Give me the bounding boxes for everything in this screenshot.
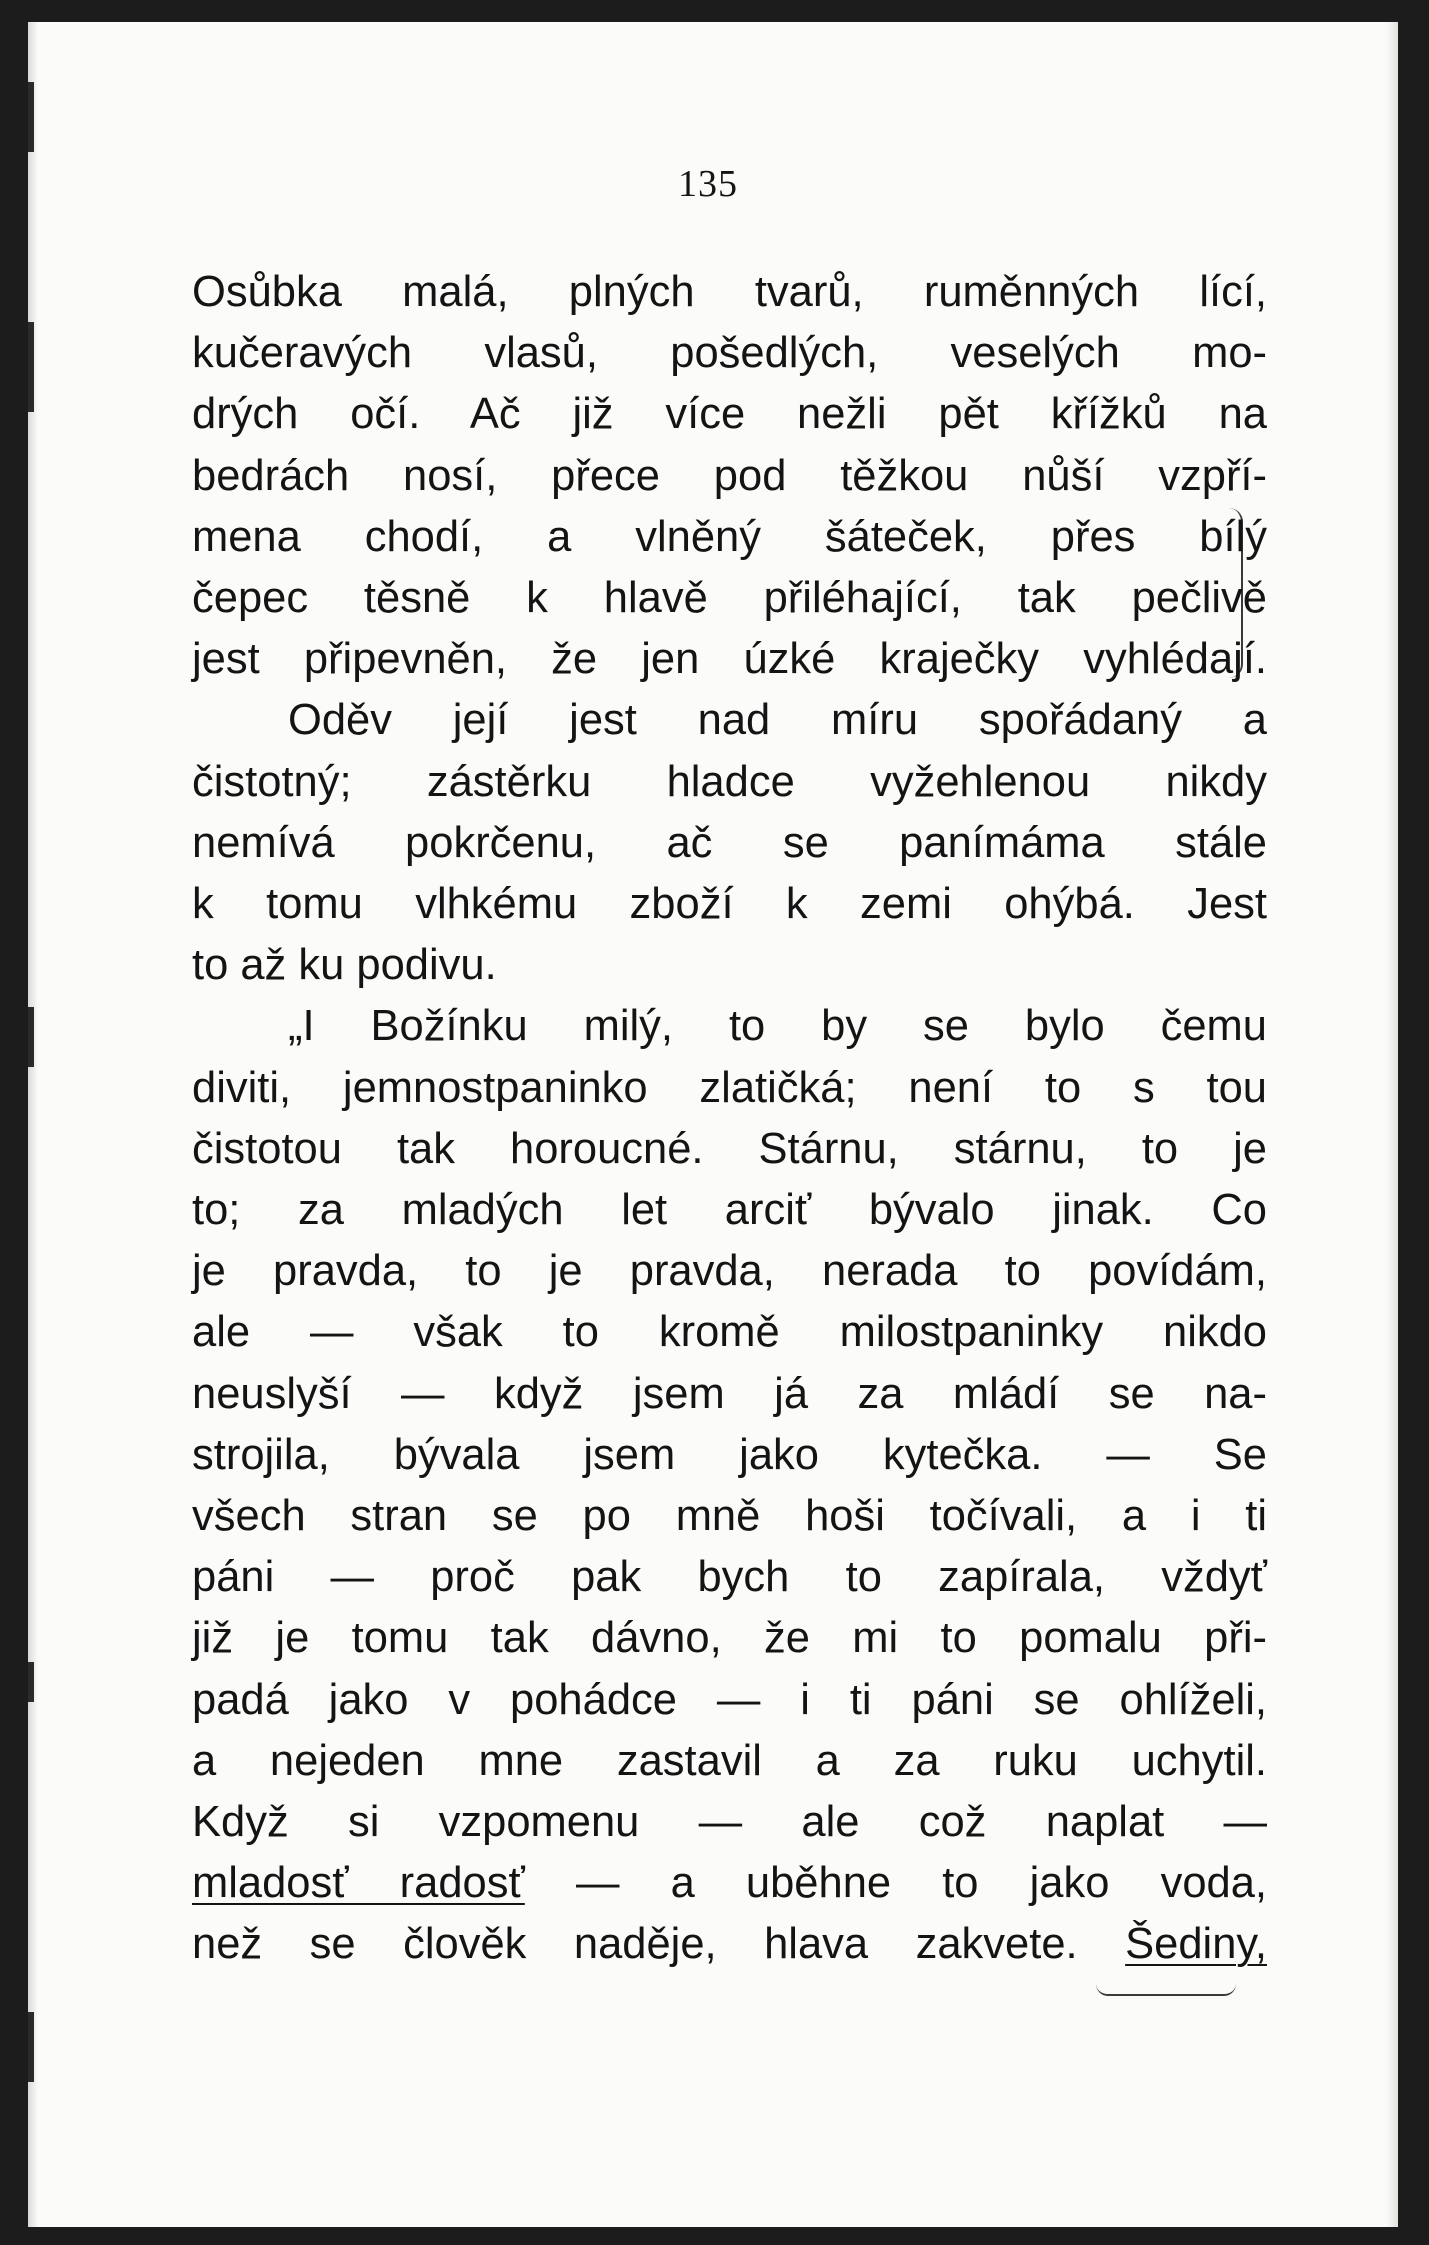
text-line: nemívá pokrčenu, ač se panímáma stále (192, 818, 1267, 867)
text-line: k tomu vlhkému zboží k zemi ohýbá. Jest (192, 880, 1267, 929)
text-line: čepec těsně k hlavě přiléhající, tak pečlivě (192, 574, 1267, 623)
body-text (192, 262, 1267, 1976)
text-line (192, 1914, 1267, 1975)
margin-mark (28, 2012, 34, 2082)
text-line: neuslyší — když jsem já za mládí se na- (192, 1369, 1267, 1418)
underlined-word: Šediny, (1125, 1920, 1267, 1969)
underlined-phrase: mladosť radosť (192, 1859, 525, 1908)
pencil-annotation-underline (1096, 1984, 1236, 1996)
page-number: 135 (678, 163, 738, 205)
paragraph-end-line: to až ku podivu. (192, 941, 497, 990)
text-line: kučeravých vlasů, pošedlých, veselých mo- (192, 329, 1267, 378)
margin-mark (28, 322, 34, 412)
page-edge-shadow (1386, 22, 1398, 2227)
text-line: je pravda, to je pravda, nerada to povídám, (192, 1247, 1267, 1296)
text-line (192, 1853, 1267, 1914)
book-page (28, 22, 1398, 2227)
text-line: to; za mladých let arciť bývalo jinak. Co (192, 1186, 1267, 1235)
paragraph-start-line: „I Božínku milý, to by se bylo čemu (288, 1002, 1267, 1051)
text-line: bedrách nosí, přece pod těžkou nůší vzpří- (192, 451, 1267, 500)
text-fragment: — a uběhne to jako voda, (524, 1859, 1267, 1908)
text-line: Když si vzpomenu — ale což naplat — (192, 1798, 1267, 1847)
text-line: všech stran se po mně hoši točívali, a i ti (192, 1492, 1267, 1541)
margin-mark (28, 1662, 34, 1702)
text-line: čistotný; zástěrku hladce vyžehlenou nikdy (192, 757, 1267, 806)
text-line: jest připevněn, že jen úzké kraječky vyhlédají. (192, 635, 1267, 684)
text-line: již je tomu tak dávno, že mi to pomalu při- (192, 1614, 1267, 1663)
text-line: ale — však to kromě milostpaninky nikdo (192, 1308, 1267, 1357)
text-line: padá jako v pohádce — i ti páni se ohlíželi, (192, 1675, 1267, 1724)
text-fragment: než se člověk naděje, hlava zakvete. (192, 1920, 1126, 1969)
text-line: a nejeden mne zastavil a za ruku uchytil. (192, 1736, 1267, 1785)
text-line: mena chodí, a vlněný šáteček, přes bílý (192, 512, 1267, 561)
margin-mark (28, 1007, 34, 1067)
text-line: čistotou tak horoucné. Stárnu, stárnu, to je (192, 1124, 1267, 1173)
text-line: páni — proč pak bych to zapírala, vždyť (192, 1553, 1267, 1602)
text-line: Osůbka malá, plných tvarů, ruměnných lící, (192, 268, 1267, 316)
margin-mark (28, 82, 34, 152)
paragraph-start-line: Oděv její jest nad míru spořádaný a (288, 696, 1267, 745)
text-line: strojila, bývala jsem jako kytečka. — Se (192, 1430, 1267, 1479)
text-line: drých očí. Ač již více nežli pět křížků na (192, 390, 1267, 439)
text-line: diviti, jemnostpaninko zlatičká; není to s tou (192, 1063, 1267, 1112)
